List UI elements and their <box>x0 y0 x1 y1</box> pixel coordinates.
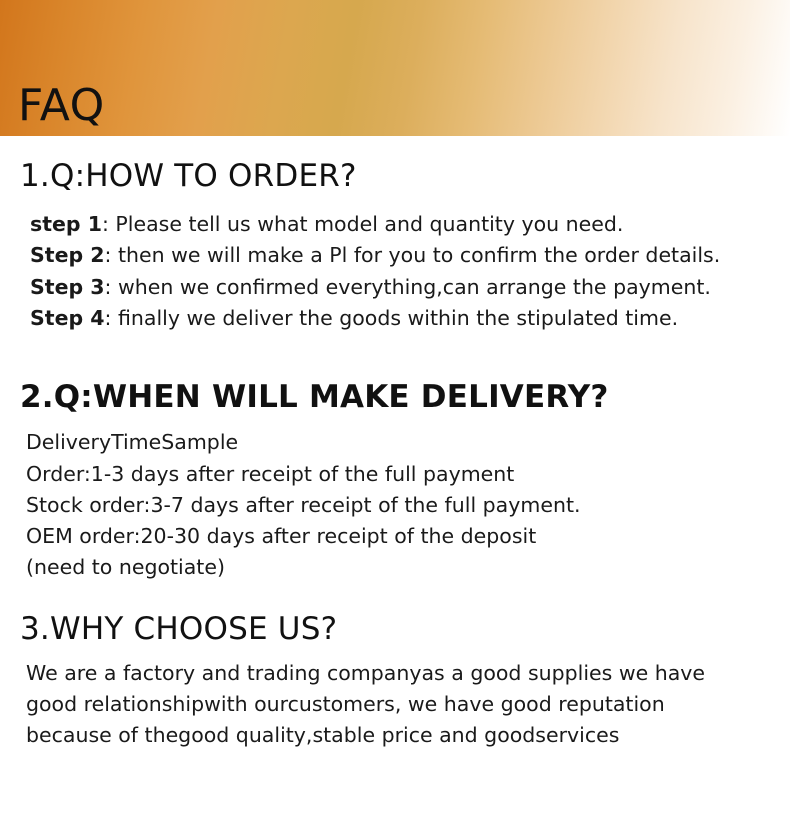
page-title: FAQ <box>18 80 105 131</box>
faq-section-why-us <box>20 611 776 751</box>
faq-section-order <box>20 158 776 335</box>
order-steps-list <box>20 209 776 335</box>
list-item <box>30 272 776 304</box>
step-text: : when we confirmed everything,can arrange the payment. <box>104 274 711 299</box>
step-label: Step 3 <box>30 274 105 299</box>
step-text: : then we will make a Pl for you to confirm the order details. <box>104 243 721 268</box>
list-item: OEM order:20-30 days after receipt of the deposit <box>26 523 537 548</box>
step-label: Step 4 <box>30 306 105 331</box>
list-item: (need to negotiate) <box>26 555 225 580</box>
list-item <box>30 209 776 241</box>
section-heading-order: 1.Q:HOW TO ORDER? <box>20 158 357 194</box>
faq-banner <box>0 0 790 136</box>
list-item <box>30 303 776 335</box>
why-us-paragraph: We are a factory and trading companyas a good supplies we have good relationshipwith ourcustomers, we have good reputation because of thegood quality,stable price and goodservices <box>26 660 706 748</box>
list-item <box>30 240 776 272</box>
step-label: Step 2 <box>30 243 105 268</box>
delivery-lines-list <box>20 427 776 583</box>
list-item: Order:1-3 days after receipt of the full payment <box>26 461 515 486</box>
faq-section-delivery <box>20 379 776 583</box>
step-label: step 1 <box>30 211 102 236</box>
section-heading-delivery: 2.Q:WHEN WILL MAKE DELIVERY? <box>20 378 609 415</box>
step-text: : Please tell us what model and quantity you need. <box>101 211 624 236</box>
faq-content <box>0 158 790 751</box>
list-item: Stock order:3-7 days after receipt of the full payment. <box>26 492 581 517</box>
step-text: : finally we deliver the goods within the stipulated time. <box>104 306 679 331</box>
list-item: DeliveryTimeSample <box>26 430 239 455</box>
section-heading-why-us: 3.WHY CHOOSE US? <box>20 611 338 648</box>
